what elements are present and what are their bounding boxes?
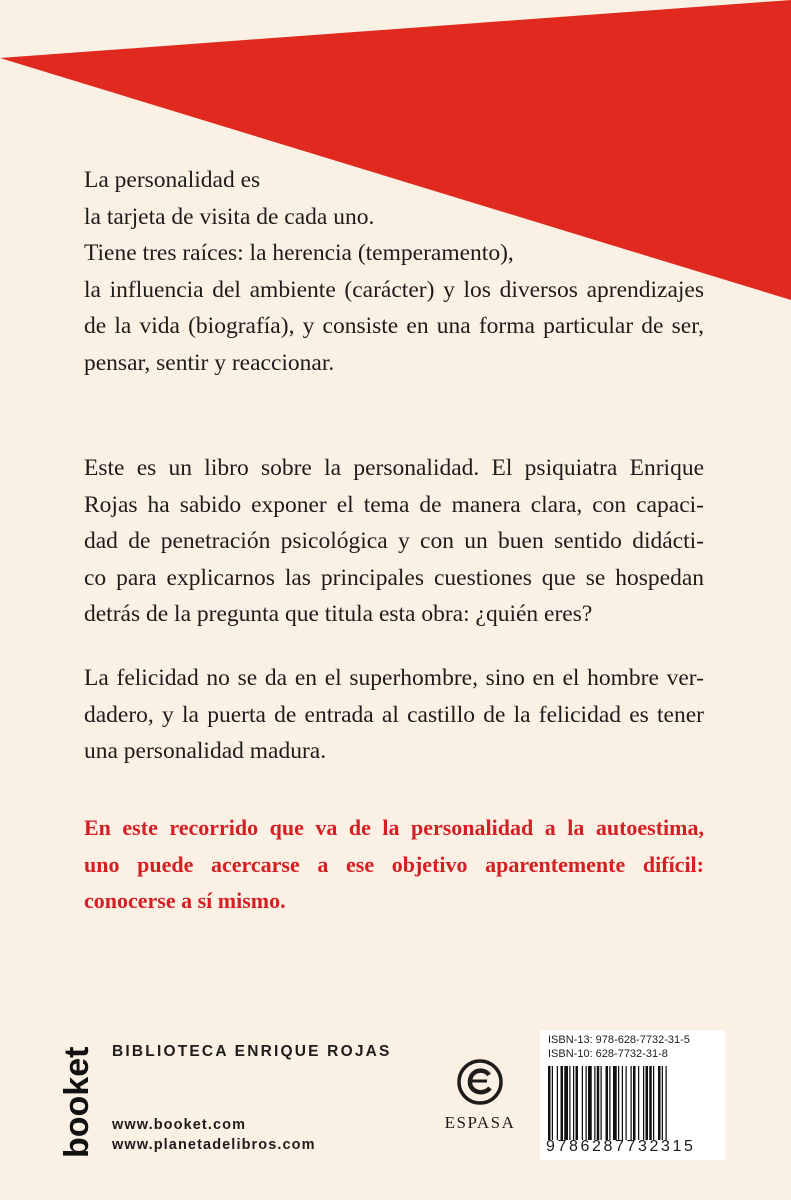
barcode-bar <box>631 1066 632 1140</box>
barcode-bar <box>548 1066 551 1140</box>
barcode-bar <box>633 1066 636 1140</box>
booket-logo <box>58 1030 98 1160</box>
highlight-paragraph <box>84 810 704 920</box>
happiness-paragraph <box>84 660 704 770</box>
barcode-panel <box>540 1030 725 1160</box>
intro-line: La personalidad es <box>84 167 261 193</box>
description-line: co para explicarnos las principales cuestiones que se hospedan <box>84 564 704 591</box>
happiness-line: La felicidad no se da en el superhombre, sino en el hombre ver- <box>84 665 704 691</box>
series-title: BIBLIOTECA ENRIQUE ROJAS <box>112 1043 392 1060</box>
description-line: dad de penetración psicológica y con un buen sentido didácti- <box>84 528 704 554</box>
barcode-bar <box>573 1066 574 1140</box>
barcode-bar <box>606 1066 609 1140</box>
highlight-line: uno puede acercarse a ese objetivo aparentemente difícil: <box>84 851 704 877</box>
barcode-bar <box>646 1066 649 1140</box>
barcode-bar <box>643 1066 644 1140</box>
espasa-emblem-icon <box>456 1058 504 1106</box>
barcode-bar <box>662 1066 663 1140</box>
planetadelibros-url: www.planetadelibros.com <box>112 1137 316 1153</box>
barcode-bar <box>582 1066 583 1140</box>
barcode-bar <box>622 1066 623 1140</box>
description-paragraph <box>84 450 704 633</box>
barcode-bar <box>609 1066 610 1140</box>
barcode-bars <box>548 1066 720 1140</box>
description-line: detrás de la pregunta que titula esta obra: ¿quién eres? <box>84 601 593 627</box>
isbn10: ISBN-10: 628-7732-31-8 <box>548 1048 668 1060</box>
barcode-bar <box>594 1066 595 1140</box>
booket-url: www.booket.com <box>112 1117 247 1133</box>
espasa-imprint: ESPASA <box>444 1113 516 1132</box>
barcode-bar <box>601 1066 602 1140</box>
barcode-bar <box>561 1066 564 1140</box>
barcode-bar <box>597 1066 600 1140</box>
barcode-bar <box>618 1066 619 1140</box>
barcode-bar <box>649 1066 652 1140</box>
intro-line: Tiene tres raíces: la herencia (temperamento), <box>84 240 514 266</box>
barcode-bar <box>557 1066 558 1140</box>
barcode-bar <box>576 1066 579 1140</box>
barcode-number: 9786287732315 <box>546 1138 696 1155</box>
barcode-bar <box>626 1066 627 1140</box>
barcode-bar <box>588 1066 592 1140</box>
happiness-line: dadero, y la puerta de entrada al castillo de la felicidad es tener <box>84 701 704 728</box>
barcode-bar <box>658 1066 661 1140</box>
intro-paragraph <box>84 162 704 381</box>
happiness-line: una personalidad madura. <box>84 738 327 764</box>
barcode-bar <box>552 1066 553 1140</box>
booket-logo-text: booket <box>58 1046 96 1158</box>
barcode-bar <box>613 1066 617 1140</box>
intro-line: la tarjeta de visita de cada uno. <box>84 203 375 230</box>
isbn13: ISBN-13: 978-628-7732-31-5 <box>548 1034 690 1046</box>
barcode-bar <box>564 1066 568 1140</box>
intro-line: pensar, sentir y reaccionar. <box>84 349 335 376</box>
barcode-bar <box>569 1066 570 1140</box>
description-line: Este es un libro sobre la personalidad. El psiquiatra Enrique <box>84 455 704 481</box>
highlight-line: conocerse a sí mismo. <box>84 888 286 913</box>
barcode-bar <box>638 1066 639 1140</box>
highlight-line: En este recorrido que va de la personalidad a la autoestima, <box>84 815 704 840</box>
intro-line: de la vida (biografía), y consiste en una forma particular de ser, <box>84 313 704 339</box>
barcode-bar <box>666 1066 667 1140</box>
barcode-bar <box>586 1066 587 1140</box>
intro-line: la influencia del ambiente (carácter) y los diversos aprendizajes <box>84 276 704 303</box>
barcode-bar <box>653 1066 654 1140</box>
description-line: Rojas ha sabido exponer el tema de manera clara, con capaci- <box>84 491 704 518</box>
